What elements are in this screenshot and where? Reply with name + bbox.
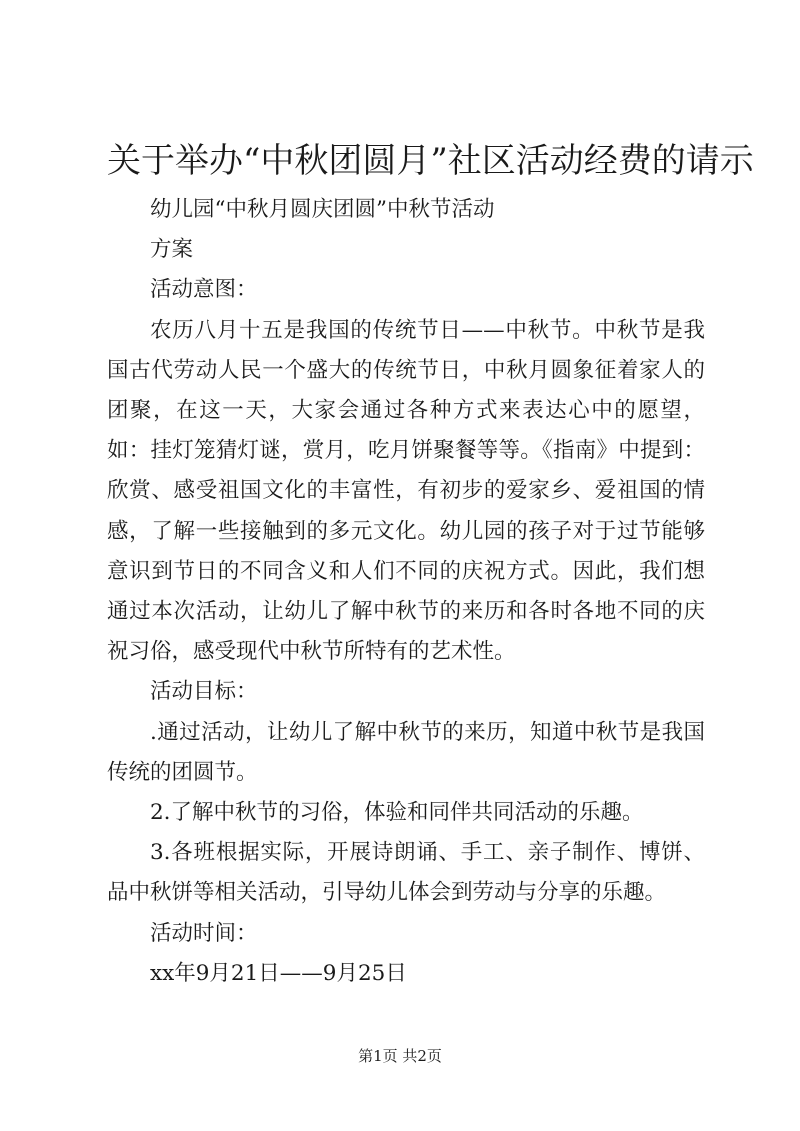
heading-activity-goals: 活动目标：: [150, 679, 258, 705]
document-title: 关于举办“中秋团圆月”社区活动经费的请示: [107, 141, 754, 181]
page-footer: 第1页 共2页: [358, 1047, 442, 1065]
paragraph-activity-time: xx年9月21日——9月25日: [150, 960, 407, 986]
document-body: [107, 190, 705, 994]
paragraph-subtitle: 幼儿园“中秋月圆庆团圆”中秋节活动: [150, 197, 495, 222]
heading-activity-intent: 活动意图：: [150, 277, 258, 303]
heading-activity-time: 活动时间：: [150, 920, 258, 946]
paragraph-goal-3: 3.各班根据实际，开展诗朗诵、手工、亲子制作、博饼、品中秋饼等相关活动，引导幼儿体会到劳动与分享的乐趣。: [107, 840, 705, 906]
paragraph-activity-intent: 农历八月十五是我国的传统节日——中秋节。中秋节是我国古代劳动人民一个盛大的传统节日，中秋月圆象征着家人的团聚，在这一天，大家会通过各种方式来表达心中的愿望，如：挂灯笼猜灯谜，赏月，吃月饼聚餐等等。《指南》中提到：欣赏、感受祖国文化的丰富性，有初步的爱家乡、爱祖国的情感，了解一些接触到的多元文化。幼儿园的孩子对于过节能够意识到节日的不同含义和人们不同的庆祝方式。因此，我们想通过本次活动，让幼儿了解中秋节的来历和各时各地不同的庆祝习俗，感受现代中秋节所特有的艺术性。: [107, 317, 705, 665]
paragraph-goal-2: 2.了解中秋节的习俗，体验和同伴共同活动的乐趣。: [150, 800, 644, 826]
paragraph-goal-1: .通过活动，让幼儿了解中秋节的来历，知道中秋节是我国传统的团圆节。: [107, 719, 705, 785]
paragraph-plan: 方案: [150, 237, 194, 263]
